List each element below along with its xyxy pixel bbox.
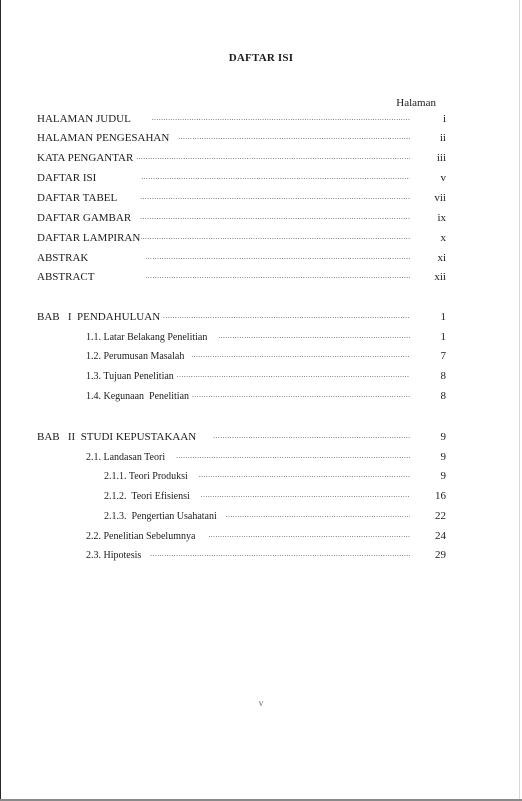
toc-subsection-2-1-3 (104, 508, 446, 522)
toc-section-label: 2.1.3. Pengertian Usahatani (104, 511, 217, 522)
dot-leader (201, 491, 410, 499)
page-edge-left (0, 0, 1, 801)
dot-leader (218, 332, 410, 340)
toc-section-1-3 (86, 368, 446, 382)
toc-section-label: 1.4. Kegunaan Penelitian (86, 391, 190, 402)
toc-entry-page: 22 (435, 510, 446, 522)
toc-section-label: 2.1. Landasan Teori (86, 452, 166, 463)
dot-leader (177, 371, 410, 379)
toc-chapter-bab-1 (37, 309, 446, 323)
toc-entry-label: ABSTRAK (37, 252, 89, 264)
dot-leader (226, 511, 410, 519)
dot-leader (150, 550, 410, 558)
toc-entry-page: 8 (440, 370, 446, 382)
toc-entry-page: 1 (440, 311, 446, 323)
toc-entry-label: DAFTAR TABEL (37, 192, 118, 204)
toc-section-label: 1.2. Perumusan Masalah (86, 351, 185, 362)
toc-entry-page: vii (434, 192, 446, 204)
toc-entry-page: 29 (435, 549, 446, 561)
dot-leader (141, 173, 410, 181)
toc-entry-page: xi (437, 252, 446, 264)
toc-section-1-1 (86, 329, 446, 343)
toc-entry-abstrak (37, 250, 446, 264)
toc-entry-daftar-lampiran (37, 230, 446, 244)
toc-section-2-3 (86, 547, 446, 561)
dot-leader (192, 391, 410, 399)
toc-chapter-bab-2 (37, 429, 446, 443)
dot-leader (208, 531, 410, 539)
toc-entry-page: iii (436, 152, 446, 164)
toc-entry-page: 24 (435, 530, 446, 542)
page-column-label: Halaman (396, 97, 436, 109)
toc-subsection-2-1-2 (104, 488, 446, 502)
toc-entry-page: 9 (440, 470, 446, 482)
dot-leader (145, 272, 410, 280)
toc-section-label: 2.3. Hipotesis (86, 550, 142, 561)
dot-leader (140, 233, 410, 241)
toc-section-1-4 (86, 388, 446, 402)
toc-entry-page: ix (437, 212, 446, 224)
toc-chapter-label: BAB II STUDI KEPUSTAKAAN (37, 431, 197, 443)
dot-leader (140, 213, 410, 221)
toc-section-label: 2.1.1. Teori Produksi (104, 471, 188, 482)
toc-chapter-label: BAB I PENDAHULUAN (37, 311, 161, 323)
toc-entry-page: 8 (440, 390, 446, 402)
toc-section-label: 1.3. Tujuan Penelitian (86, 371, 174, 382)
toc-entry-label: DAFTAR ISI (37, 172, 97, 184)
toc-entry-kata-pengantar (37, 150, 446, 164)
toc-section-2-1 (86, 449, 446, 463)
toc-entry-page: v (440, 172, 446, 184)
toc-entry-daftar-gambar (37, 210, 446, 224)
toc-entry-abstract (37, 269, 446, 283)
toc-entry-page: 16 (435, 490, 446, 502)
toc-entry-page: ii (439, 132, 446, 144)
toc-entry-label: ABSTRACT (37, 271, 95, 283)
dot-leader (199, 471, 410, 479)
toc-entry-label: HALAMAN JUDUL (37, 113, 131, 125)
dot-leader (140, 193, 410, 201)
toc-entry-page: 9 (440, 451, 446, 463)
toc-section-label: 2.1.2. Teori Efisiensi (104, 491, 190, 502)
toc-entry-page: i (442, 113, 446, 125)
footer-page-number: v (258, 698, 264, 708)
toc-subsection-2-1-1 (104, 468, 446, 482)
toc-entry-label: KATA PENGANTAR (37, 152, 134, 164)
toc-entry-halaman-pengesahan (37, 130, 446, 144)
toc-entry-daftar-isi (37, 170, 446, 184)
dot-leader (145, 253, 410, 261)
page-title: DAFTAR ISI (228, 52, 294, 64)
dot-leader (213, 432, 410, 440)
dot-leader (152, 114, 410, 122)
toc-entry-label: HALAMAN PENGESAHAN (37, 132, 170, 144)
toc-entry-halaman-judul (37, 111, 446, 125)
dot-leader (191, 351, 410, 359)
dot-leader (136, 153, 410, 161)
dot-leader (163, 312, 410, 320)
toc-entry-daftar-tabel (37, 190, 446, 204)
toc-section-label: 1.1. Latar Belakang Penelitian (86, 332, 208, 343)
toc-entry-page: x (440, 232, 446, 244)
toc-section-label: 2.2. Penelitian Sebelumnya (86, 531, 196, 542)
toc-entry-label: DAFTAR LAMPIRAN (37, 232, 141, 244)
toc-entry-label: DAFTAR GAMBAR (37, 212, 132, 224)
dot-leader (178, 133, 410, 141)
page-edge-right (519, 0, 520, 801)
toc-entry-page: xii (434, 271, 446, 283)
toc-section-1-2 (86, 348, 446, 362)
toc-entry-page: 9 (440, 431, 446, 443)
dot-leader (176, 452, 410, 460)
toc-section-2-2 (86, 528, 446, 542)
toc-entry-page: 1 (440, 331, 446, 343)
toc-entry-page: 7 (440, 350, 446, 362)
